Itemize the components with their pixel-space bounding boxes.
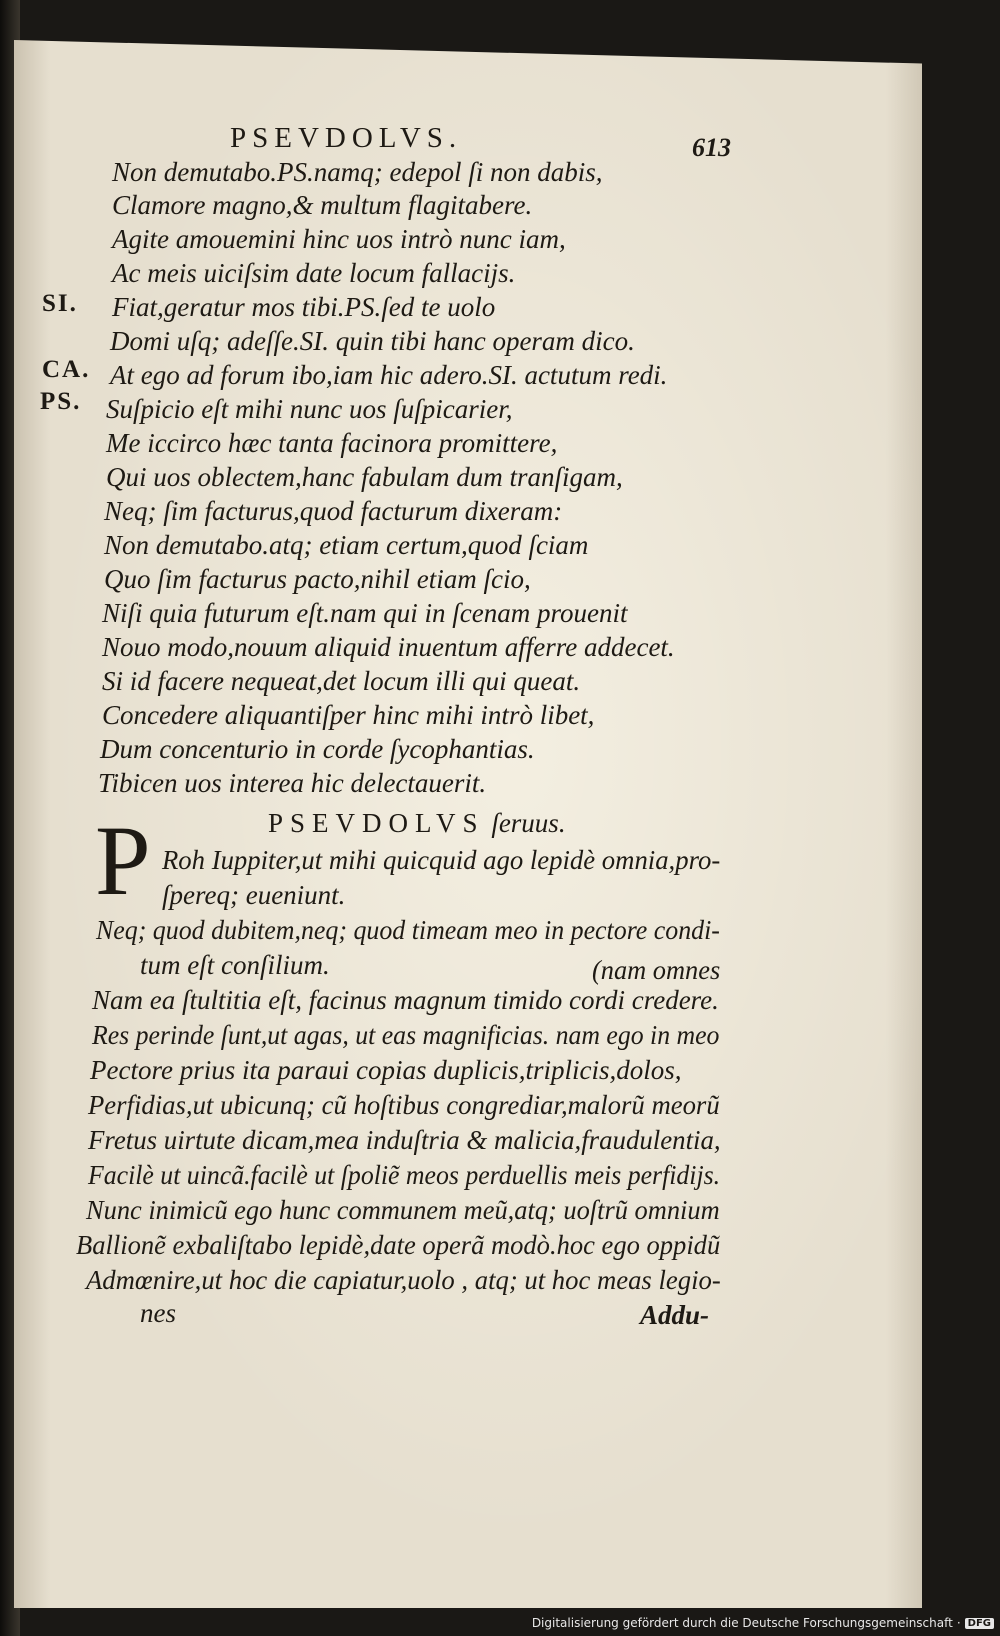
- speech-line: nes: [140, 1298, 176, 1328]
- verse-line: At ego ad forum ibo,iam hic adero.SI. actutum redi.: [110, 360, 668, 390]
- speech-line: Facilè ut uincã.facilè ut ſpoliẽ meos perduellis meis perfidijs.: [88, 1160, 721, 1190]
- footer-text: Digitalisierung gefördert durch die Deutsche Forschungsgemeinschaft: [531, 1616, 953, 1630]
- speech-line: Fretus uirtute dicam,mea induſtria & malicia,fraudulentia,: [88, 1125, 721, 1155]
- verse-line: Concedere aliquantiſper hinc mihi intrò libet,: [102, 700, 595, 730]
- digitization-footer: Digitalisierung gefördert durch die Deutsche Forschungsgemeinschaft · DFG: [532, 1616, 994, 1630]
- verse-line: Nouo modo,nouum aliquid inuentum afferre addecet.: [102, 632, 675, 662]
- verse-line: Si id facere nequeat,det locum illi qui queat.: [102, 666, 581, 696]
- speech-line: Ballionẽ exbaliſtabo lepidè,date operã modò.hoc ego oppidũ: [76, 1230, 721, 1260]
- speaker-label-ps: PS.: [40, 388, 82, 415]
- verse-line: Domi uſq; adeſſe.SI. quin tibi hanc operam dico.: [110, 326, 635, 356]
- page-number: 613: [692, 133, 731, 162]
- speaker-label-si: SI.: [42, 290, 78, 317]
- speech-line: tum eſt conſilium.: [140, 950, 330, 980]
- speech-line: (nam omnes: [592, 955, 721, 985]
- scene-heading-name: PSEVDOLVS: [268, 808, 485, 838]
- verse-line: Non demutabo.PS.namq; edepol ſi non dabis,: [112, 157, 603, 187]
- speech-line: Admœnire,ut hoc die capiatur,uolo , atq; ut hoc meas legio-: [86, 1265, 721, 1295]
- verse-line: Clamore magno,& multum flagitabere.: [112, 190, 533, 220]
- verse-line: Non demutabo.atq; etiam certum,quod ſciam: [104, 530, 589, 560]
- verse-line: Quo ſim facturus pacto,nihil etiam ſcio,: [104, 564, 531, 594]
- verse-line: Suſpicio eſt mihi nunc uos ſuſpicarier,: [106, 394, 513, 424]
- verse-line: Agite amouemini hinc uos intrò nunc iam,: [112, 224, 566, 254]
- verse-line: Ac meis uiciſsim date locum fallacijs.: [112, 258, 516, 288]
- dfg-logo: DFG: [965, 1618, 994, 1629]
- speech-line: Res perinde ſunt,ut agas, ut eas magnificias. nam ego in meo: [92, 1020, 720, 1050]
- speech-line: Pectore prius ita paraui copias duplicis,triplicis,dolos,: [90, 1055, 682, 1085]
- speech-line: Nunc inimicũ ego hunc communem meũ,atq; uoſtrũ omnium: [86, 1195, 720, 1225]
- scene-heading: [268, 808, 566, 839]
- drop-cap: P: [95, 805, 151, 916]
- verse-line: Fiat,geratur mos tibi.PS.ſed te uolo: [112, 292, 496, 322]
- verse-line: Neq; ſim facturus,quod facturum dixeram:: [104, 496, 563, 526]
- speaker-label-ca: CA.: [42, 356, 91, 383]
- verse-line: Tibicen uos interea hic delectauerit.: [98, 768, 487, 798]
- speech-line: Nam ea ſtultitia eſt, facinus magnum timido cordi credere.: [92, 985, 719, 1015]
- verse-line: Niſi quia futurum eſt.nam qui in ſcenam prouenit: [102, 598, 628, 628]
- speech-line: Roh Iuppiter,ut mihi quicquid ago lepidè omnia,pro-: [162, 845, 721, 875]
- speech-line: Neq; quod dubitem,neq; quod timeam meo in pectore condi-: [96, 915, 720, 945]
- verse-line: Me iccirco hæc tanta facinora promittere,: [106, 428, 558, 458]
- speech-line: ſpereq; eueniunt.: [162, 880, 346, 910]
- catchword: Addu-: [640, 1300, 710, 1330]
- verse-line: Qui uos oblectem,hanc fabulam dum tranſigam,: [106, 462, 623, 492]
- verse-line: Dum concenturio in corde ſycophantias.: [100, 734, 535, 764]
- speech-line: Perfidias,ut ubicunq; cũ hoſtibus congrediar,malorũ meorũ: [88, 1090, 720, 1120]
- running-head: PSEVDOLVS.: [230, 122, 463, 154]
- scene-heading-role: ſeruus.: [491, 808, 566, 838]
